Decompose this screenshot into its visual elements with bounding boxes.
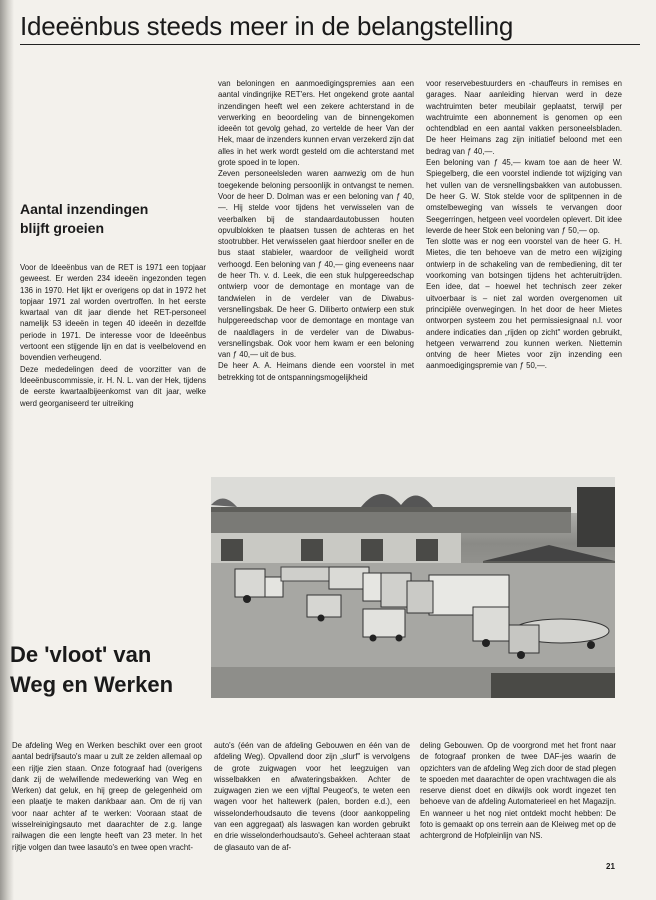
section-title-line-1: De 'vloot' van bbox=[10, 642, 152, 667]
paragraph: De heer A. A. Heimans diende een voorstel in met betrekking tot de ontspanningsmogelijkheid bbox=[218, 361, 414, 382]
subhead-line-1: Aantal inzendingen bbox=[20, 201, 149, 217]
article-subhead bbox=[20, 200, 200, 238]
paragraph: Een beloning van ƒ 45,— kwam toe aan de heer W. Spiegelberg, die een voorstel indiende tot wijziging van het vullen van de versnellingsbakken van autobussen. De heer G. W. Stok stelde voor de splitpennen in de omstelbeweging van wissels te vervangen door Seegerringen, hetgeen veel voordelen oplevert. Dit idee leverde de heer Stok een beloning van ƒ 50,— op. bbox=[426, 158, 622, 235]
page-number: 21 bbox=[606, 862, 615, 871]
paragraph: De afdeling Weg en Werken beschikt over een groot aantal bedrijfsauto's maar u zult ze zelden allemaal op een rijtje zien staan. Onze fotograaf had (overigens dank zij de welwillende medewerking van Weg en Werken) dat geluk, en hij greep de gelegenheid om een plaatje te maken dankbaar aan. Om de rij van voor naar achter af te werken: Vooraan staat de wisselreinigingsauto met daarachter de z.g. lange railwagen die een lengte heeft van 23 meter. In het rijtje volgen dan twee lasauto's en twee open vracht- bbox=[12, 741, 202, 852]
paragraph: auto's (één van de afdeling Gebouwen en één van de afdeling Weg). Opvallend door zijn „slurf" is vervolgens de grote zuigwagen voor het leegzuigen van wisselbakken en afwateringsbakken. Achter de zuigwagen zien we een vijftal Peugeot's, te weten een wagen voor het haltewerk (palen, borden e.d.), een wisselonderhoudsauto die tevens (door aankoppeling van een aggregaat) als laswagen kan worden gebruikt en drie wisselonderhoudsauto's. Geheel achteraan staat de glasauto van de af- bbox=[214, 741, 410, 852]
paragraph: Deze mededelingen deed de voorzitter van de Ideeënbuscommissie, ir. H. N. L. van der Hek, tijdens de eerste kwartaalbijeenkomst van dit jaar, welke werd georganiseerd ter uitreiking bbox=[20, 364, 206, 408]
paragraph: voor reservebestuurders en -chauffeurs in remises en garages. Naar aanleiding hiervan werd in deze wachtruimten beter meubilair geplaatst, terwijl per wachtruimte een abonnement is genomen op een ochtendblad en een aantal vakken personeelsbladen. De heer Heimans zag zijn initiatief beloond met een bedrag van ƒ 40,—. bbox=[426, 79, 622, 156]
article-headline: Ideeënbus steeds meer in de belangstelling bbox=[20, 11, 514, 41]
fleet-photo bbox=[211, 477, 615, 698]
subhead-line-2: blijft groeien bbox=[20, 220, 104, 236]
paragraph: deling Gebouwen. Op de voorgrond met het front naar de fotograaf pronken de twee DAF-jes waarin de opzichters van de afdeling Weg zich door de stad plegen te spoeden met daarachter de open vrachtwagen die als reserve dienst doet en dikwijls ook wordt ingezet ten behoeve van de afdeling Automaterieel en het Magazijn. En wanneer u het nog niet ontdekt mocht hebben: De foto is gemaakt op ons terrein aan de Kleiweg met op de achtergrond de Hofpleinlijn van NS. bbox=[420, 741, 616, 841]
article-column-2 bbox=[218, 78, 414, 383]
section-title bbox=[10, 640, 210, 700]
headline-rule bbox=[20, 44, 640, 45]
section-title-line-2: Weg en Werken bbox=[10, 672, 174, 697]
paragraph: Voor de Ideeënbus van de RET is 1971 een topjaar geweest. Er werden 234 ideeën ingezonden tegen 136 in 1970. Het lijkt er overigens op dat in 1972 het topjaar 1971 zal worden overtroffen. In het eerste kwartaal van dit jaar diende het RET-personeel namelijk 53 ideeën in tegen 40 ideeën in dezelfde periode in 1971. De interesse voor de Ideeënbus vertoont een stijgende lijn en dat is veelbelovend en bovendien verheugend. bbox=[20, 263, 206, 363]
article-column-3 bbox=[426, 78, 622, 372]
article-column-1 bbox=[20, 262, 206, 409]
paragraph: van beloningen en aanmoedigingspremies aan een aantal vindingrijke RET'ers. Het ongekend grote aantal inzendingen heeft wel een zekere achterstand in de verwerking en beoordeling van de binnengekomen ideeën tot gevolg gehad, zo vertelde de heer Van der Hek, maar de inzenders kunnen ervan verzekerd zijn dat alles in het werk wordt gesteld om die achterstand met grote spoed in te lopen. bbox=[218, 79, 414, 168]
paragraph: Zeven personeelsleden waren aanwezig om de hun toegekende beloning persoonlijk in ontvangst te nemen. Voor de heer D. Dolman was er een beloning van ƒ 40,—. Hij stelde voor tijdens het verwisselen van de veerbalken bij de standaardautobussen houten opvulblokken te plaatsen tussen de achteras en het stootrubber. Het verwisselen gaat hierdoor sneller en de bus staat stabieler, waardoor de veiligheid wordt verhoogd. Een beloning van ƒ 40,— ging eveneens naar de heer Th. v. d. Leek, die een stuk hulpgereedschap ontwierp voor de demontage en montage van de tandwielen in de verdeler van de Diwabus-versnellingsbak. De heer G. Diliberto ontwierp een stuk hulpgereedschap voor de demontage en montage van de naaldlagers in de verdeler van de Diwabus-versnellingsbak. Ook voor hem kwam er een beloning van ƒ 40,— uit de bus. bbox=[218, 169, 414, 360]
photo-caption-column-3 bbox=[420, 740, 616, 842]
photo-caption-column-2 bbox=[214, 740, 410, 853]
photo-caption-column-1 bbox=[12, 740, 202, 853]
paragraph: Ten slotte was er nog een voorstel van de heer G. H. Mietes, die ten behoeve van de metro een wijziging ontwierp in de schakeling van de rembediening, dit ter voorkoming van botsingen tijdens het achteruitrijden. Een idee, dat – hoewel het technisch zeer zeker uitvoerbaar is – niet zal worden overgenomen uit principiële overwegingen. In het door de heer Mietes ontworpen systeem zou het permissiesignaal n.l. voor andere indicaties dan „rijden op zicht" worden gebruikt, hetgeen verwarrend zou kunnen werken. Niettemin ontving de heer Mietes voor zijn inzending een aanmoedigingspremie van ƒ 50,—. bbox=[426, 237, 622, 371]
fleet-photo-illustration bbox=[211, 477, 615, 698]
